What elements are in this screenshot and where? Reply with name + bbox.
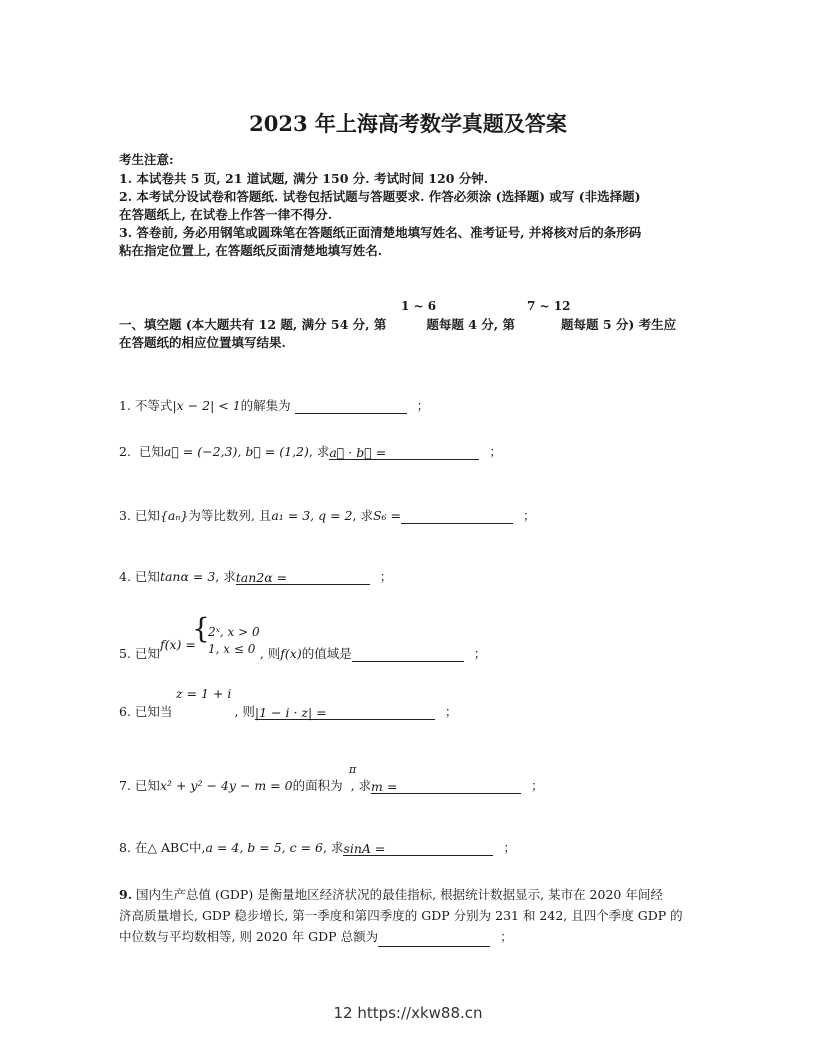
question-text: 在△ ABC中, [134, 840, 206, 855]
math-expression: z = 1 + i [176, 686, 232, 701]
question-number: 9. [119, 887, 133, 902]
question-text: , 求 [322, 840, 344, 855]
question-text: 已知 [138, 444, 164, 459]
question-1 [119, 396, 429, 414]
question-6 [119, 702, 457, 720]
math-expression: m = [371, 779, 398, 794]
question-end: ； [500, 929, 513, 944]
question-text: , 求 [352, 508, 373, 523]
piecewise-case: 2ˣ, x > 0 [208, 625, 260, 639]
question-text: 国内生产总值 (GDP) 是衡量地区经济状况的最佳指标, 根据统计数据显示, 某市在 2020 年间经 [136, 887, 663, 902]
question-text: 的值域是 [301, 646, 352, 661]
math-expression: π [349, 763, 357, 776]
question-number: 1. [119, 398, 131, 413]
section-text: 题每题 4 分, 第 [426, 317, 515, 332]
question-text: 为等比数列, 且 [188, 508, 272, 523]
answer-blank[interactable] [343, 841, 493, 856]
page-title: 2023 年上海高考数学真题及答案 [249, 111, 567, 136]
question-number: 2. [119, 444, 131, 459]
answer-blank[interactable] [401, 509, 513, 524]
piecewise-case: 1, x ≤ 0 [208, 642, 256, 656]
question-text: , 求 [215, 569, 236, 584]
answer-blank[interactable] [378, 932, 490, 947]
question-text: , 求 [350, 778, 372, 793]
math-expression: tan2α = [235, 570, 288, 585]
question-text: 不等式 [134, 398, 173, 413]
answer-blank[interactable] [295, 399, 407, 414]
question-end: ； [379, 569, 393, 584]
notice-line: 1. 本试卷共 5 页, 21 道试题, 满分 150 分. 考试时间 120 分钟. [119, 171, 489, 186]
section-range: 1 ~ 6 [401, 299, 437, 313]
notice-line: 在答题纸上, 在试卷上作答一律不得分. [119, 207, 333, 222]
math-expression: |1 − i · z| = [254, 705, 327, 720]
question-text: 已知当 [134, 704, 173, 719]
question-text: 的面积为 [292, 778, 343, 793]
question-2 [119, 442, 502, 460]
section-text: 题每题 5 分) 考生应 [560, 317, 677, 332]
question-text: 已知 [134, 508, 160, 523]
question-number: 7. [119, 778, 131, 793]
question-text: 已知 [134, 646, 160, 661]
question-4 [119, 567, 392, 585]
question-end: ； [503, 840, 516, 855]
section-line: 在答题纸的相应位置填写结果. [119, 335, 286, 350]
section-line [119, 315, 676, 333]
question-8 [119, 838, 516, 856]
math-expression: sinA = [343, 841, 386, 856]
page-footer: 12 https://xkw88.cn [333, 1004, 483, 1022]
question-9 [119, 884, 683, 947]
question-end: ； [531, 778, 544, 793]
notice-line: 粘在指定位置上, 在答题纸反面清楚地填写姓名. [119, 243, 383, 258]
section-range: 7 ~ 12 [527, 299, 571, 313]
math-expression: a = 4, b = 5, c = 6 [205, 840, 323, 855]
question-number: 4. [119, 569, 131, 584]
question-7 [119, 776, 544, 794]
section-text: 一、填空题 (本大题共有 12 题, 满分 54 分, 第 [119, 317, 387, 332]
question-text: 已知 [134, 569, 160, 584]
notice-heading: 考生注意: [119, 152, 174, 167]
notice-line: 2. 本考试分设试卷和答题纸. 试卷包括试题与答题要求. 作答必须涂 (选择题) 或写 (非选择题) [119, 189, 641, 204]
question-text: , 求 [308, 444, 330, 459]
math-expression: a₁ = 3, q = 2 [271, 508, 353, 523]
question-text: , 则 [259, 646, 281, 661]
question-text: , 则 [234, 704, 255, 719]
question-number: 3. [119, 508, 131, 523]
math-expression: |x − 2| < 1 [172, 398, 241, 413]
question-number: 8. [119, 840, 131, 855]
answer-blank[interactable] [236, 570, 370, 585]
math-expression: a⃗ = (−2,3), b⃗ = (1,2) [163, 444, 309, 459]
question-number: 5. [119, 646, 131, 661]
answer-blank[interactable] [352, 647, 464, 662]
question-end: ； [522, 508, 536, 523]
question-end: ； [473, 646, 487, 661]
question-end: ； [416, 398, 430, 413]
question-5 [119, 637, 487, 662]
math-expression: a⃗ · b⃗ = [329, 445, 387, 460]
question-end: ； [444, 704, 458, 719]
math-expression: f(x) [280, 646, 302, 661]
answer-blank[interactable] [371, 779, 521, 794]
question-3 [119, 506, 536, 524]
question-number: 6. [119, 704, 131, 719]
math-expression: f(x) = [159, 637, 196, 652]
math-expression: S₆ = [372, 508, 401, 523]
notice-line: 3. 答卷前, 务必用钢笔或圆珠笔在答题纸正面清楚地填写姓名、准考证号, 并将核对后的条形码 [119, 225, 642, 240]
question-text: 的解集为 [240, 398, 291, 413]
math-expression: x² + y² − 4y − m = 0 [159, 778, 293, 793]
question-text: 济高质量增长, GDP 稳步增长, 第一季度和第四季度的 GDP 分别为 231 和 242, 且四个季度 GDP 的 [119, 908, 683, 923]
question-text: 已知 [134, 778, 160, 793]
question-end: ； [489, 444, 502, 459]
answer-blank[interactable] [329, 445, 479, 460]
math-expression: tanα = 3 [159, 569, 216, 584]
math-expression: {aₙ} [159, 508, 189, 523]
question-text: 中位数与平均数相等, 则 2020 年 GDP 总额为 [119, 929, 379, 944]
answer-blank[interactable] [255, 705, 435, 720]
